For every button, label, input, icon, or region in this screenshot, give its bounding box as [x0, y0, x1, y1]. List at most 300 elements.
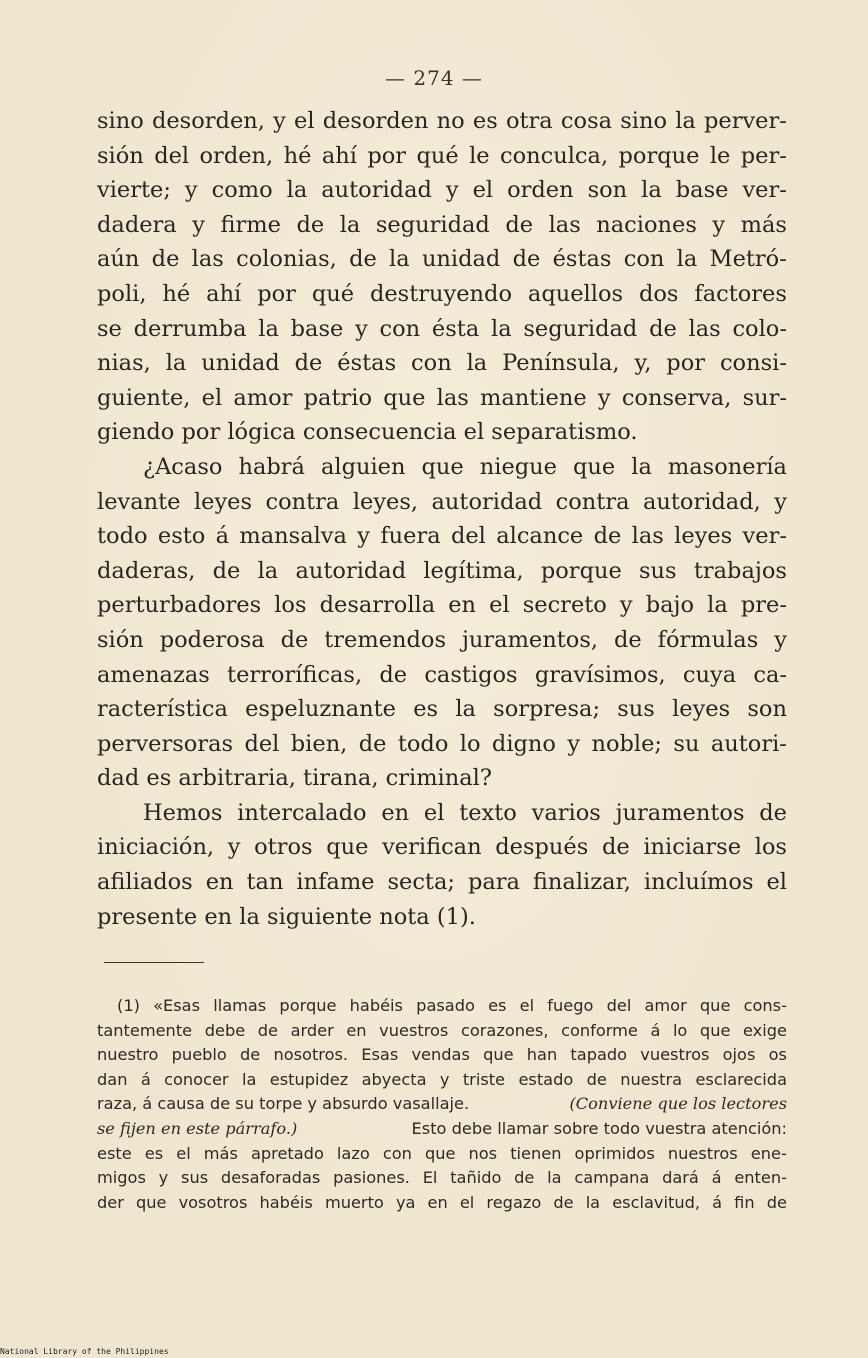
word: como — [211, 177, 273, 204]
word: secreto — [522, 592, 607, 619]
word: de — [512, 246, 541, 273]
word: de — [613, 626, 642, 653]
word: de — [553, 1192, 574, 1212]
word: la — [241, 1069, 257, 1089]
word: mantiene — [480, 384, 587, 411]
word: por — [666, 350, 706, 377]
word: llamas — [213, 996, 267, 1015]
word: aquellos — [527, 280, 624, 307]
word: dará — [662, 1168, 699, 1188]
word: niegue — [479, 453, 557, 480]
word: su — [673, 730, 700, 757]
word: más — [740, 211, 787, 238]
word: la — [339, 211, 361, 238]
word: castigos — [424, 661, 518, 688]
word: las — [548, 211, 581, 238]
word: racterística — [97, 696, 228, 723]
word: debe — [204, 1020, 246, 1040]
word: estupidez — [269, 1069, 349, 1089]
word: de — [759, 799, 787, 826]
word: vierte; — [97, 177, 171, 204]
word: pasado — [416, 996, 475, 1015]
word: la — [286, 177, 308, 204]
word: dan — [97, 1069, 128, 1089]
word: espeluznante — [245, 696, 396, 723]
word: en — [205, 869, 234, 896]
word: apretado — [250, 1143, 324, 1163]
word: de — [586, 1069, 607, 1089]
word: la — [257, 557, 279, 584]
footnote-line — [97, 1043, 787, 1068]
word: y — [619, 592, 633, 619]
word: y — [184, 177, 198, 204]
word: juramentos — [615, 799, 745, 826]
word: sus — [639, 557, 677, 584]
word: arder — [290, 1020, 334, 1040]
word: texto — [459, 799, 517, 826]
word: que — [421, 453, 464, 480]
word: autoridad — [321, 177, 432, 204]
word: de — [649, 315, 677, 342]
word: y — [355, 315, 368, 342]
word: que — [326, 834, 369, 861]
word: mansalva — [239, 523, 347, 550]
word: de — [601, 834, 630, 861]
word: á — [140, 1069, 151, 1089]
word: unidad — [201, 350, 280, 377]
word: esclavitud, — [612, 1192, 701, 1212]
word: ya — [395, 1192, 416, 1212]
word: fin — [734, 1192, 755, 1212]
word: ver- — [742, 177, 787, 204]
word: habrá — [238, 453, 305, 480]
word: vendas — [411, 1045, 470, 1065]
word: sus — [181, 1168, 209, 1188]
word: la — [389, 246, 410, 273]
word: leyes — [193, 488, 253, 515]
word: las — [436, 384, 469, 411]
footnote-text: raza, á causa de su torpe y absurdo vasallaje. — [97, 1094, 470, 1114]
word: porque — [618, 142, 700, 169]
word: ésta — [431, 315, 480, 342]
word: muerto — [324, 1192, 384, 1212]
word: es — [488, 996, 507, 1015]
word: la — [165, 350, 187, 377]
word: con — [411, 350, 452, 377]
word: base — [675, 177, 729, 204]
body-line — [97, 312, 787, 347]
word: la — [641, 177, 662, 204]
word: desorden — [322, 108, 429, 134]
footnote-line — [97, 1117, 787, 1142]
word: incluímos — [643, 869, 754, 896]
footnote-line — [97, 1092, 787, 1117]
word: que — [383, 384, 426, 411]
word: el — [294, 108, 315, 134]
body-line — [97, 381, 787, 416]
word: juramentos, — [461, 626, 599, 653]
word: del — [244, 730, 280, 757]
word: vosotros — [178, 1192, 248, 1212]
footnote-italic-note: se fijen en este párrafo.) — [97, 1118, 298, 1138]
word: seguridad — [375, 211, 490, 238]
footnote-line — [97, 994, 787, 1019]
word: sión — [97, 142, 144, 169]
word: hé — [283, 142, 312, 169]
word: y — [774, 626, 787, 653]
word: pasiones. — [333, 1168, 410, 1188]
word: lo — [459, 730, 481, 757]
word: per- — [740, 142, 787, 169]
word: amor — [233, 384, 293, 411]
word: la — [585, 1192, 601, 1212]
word: lazo — [336, 1143, 370, 1163]
word: se — [97, 315, 122, 342]
word: (1) — [117, 996, 140, 1015]
word: por — [257, 280, 296, 307]
word: Península, — [502, 350, 620, 377]
word: de — [514, 1168, 535, 1188]
word: tañido — [450, 1168, 502, 1188]
word: de — [212, 557, 241, 584]
word: á — [650, 1020, 661, 1040]
word: regazo — [486, 1192, 542, 1212]
word: con — [382, 1143, 412, 1163]
word: todo — [97, 523, 148, 550]
word: esclarecida — [695, 1069, 787, 1089]
word: desaforadas — [220, 1168, 321, 1188]
word: que — [483, 1045, 514, 1065]
word: porque — [279, 996, 337, 1015]
body-line — [97, 796, 787, 831]
word: ¿Acaso — [143, 453, 223, 480]
word: qué — [416, 142, 459, 169]
word: el — [519, 996, 535, 1015]
word: leyes, — [352, 488, 419, 515]
word: porque — [540, 557, 622, 584]
word: alcance — [496, 523, 584, 550]
body-line — [97, 242, 787, 277]
word: sorpresa; — [493, 696, 601, 723]
word: triste — [462, 1069, 506, 1089]
word: de — [349, 246, 377, 273]
word: y — [227, 834, 241, 861]
word: afiliados — [97, 869, 193, 896]
body-line — [97, 830, 787, 865]
word: derrumba — [133, 315, 247, 342]
body-line — [97, 623, 787, 658]
word: habéis — [259, 1192, 313, 1212]
word: las — [631, 523, 664, 550]
word: tan — [246, 869, 284, 896]
body-line — [97, 277, 787, 312]
body-line: dad es arbitraria, tirana, criminal? — [97, 765, 492, 792]
word: tremendos — [324, 626, 447, 653]
word: pre- — [740, 592, 787, 619]
word: daderas, — [97, 557, 196, 584]
word: terroríficas, — [227, 661, 363, 688]
word: El — [422, 1168, 438, 1188]
word: intercalado — [237, 799, 367, 826]
word: son — [747, 696, 787, 723]
word: que — [699, 1020, 731, 1040]
word: sino — [97, 108, 144, 134]
word: y — [597, 384, 611, 411]
word: los — [754, 834, 787, 861]
word: es — [144, 1143, 164, 1163]
word: la — [707, 592, 728, 619]
word: sur- — [742, 384, 787, 411]
body-line — [97, 104, 787, 139]
word: y — [357, 523, 370, 550]
footnote-text: Esto debe llamar sobre todo vuestra atención: — [411, 1118, 787, 1138]
word: el — [176, 1143, 191, 1163]
word: la — [466, 350, 488, 377]
word: que — [135, 1192, 167, 1212]
word: oprimidos — [574, 1143, 655, 1163]
word: y — [445, 177, 459, 204]
word: nosotros. — [273, 1045, 349, 1065]
word: poderosa — [159, 626, 265, 653]
word: autori- — [710, 730, 787, 757]
word: vuestros — [640, 1045, 710, 1065]
word: autoridad, — [642, 488, 761, 515]
word: más — [203, 1143, 238, 1163]
body-line — [97, 865, 787, 900]
word: guiente, — [97, 384, 191, 411]
word: de — [294, 350, 323, 377]
footnote-line — [97, 1191, 787, 1216]
word: de — [151, 246, 180, 273]
word: levante — [97, 488, 181, 515]
word: este — [97, 1143, 132, 1163]
word: y — [273, 108, 286, 134]
word: orden — [507, 177, 574, 204]
word: nos — [468, 1143, 498, 1163]
word: las — [191, 246, 224, 273]
word: Hemos — [143, 799, 223, 826]
word: son — [587, 177, 628, 204]
word: tienen — [510, 1143, 562, 1163]
body-line — [97, 173, 787, 208]
word: bajo — [645, 592, 695, 619]
word: otra — [505, 108, 553, 134]
word: naciones — [596, 211, 697, 238]
word: del — [450, 523, 486, 550]
word: alguien — [320, 453, 406, 480]
word: en — [381, 799, 410, 826]
word: desorden, — [151, 108, 265, 134]
word: conculca, — [500, 142, 609, 169]
word: que — [699, 996, 731, 1015]
word: éstas — [552, 246, 612, 273]
word: sus — [617, 696, 655, 723]
word: de — [257, 1020, 278, 1040]
word: y — [439, 1069, 450, 1089]
word: el — [423, 799, 445, 826]
word: poli, — [97, 280, 147, 307]
word: y — [192, 211, 205, 238]
word: habéis — [349, 996, 403, 1015]
word: otros — [254, 834, 313, 861]
footnote-line — [97, 1142, 787, 1167]
word: dadera — [97, 211, 177, 238]
word: patrio — [303, 384, 372, 411]
word: el — [489, 592, 510, 619]
word: qué — [311, 280, 355, 307]
word: han — [526, 1045, 558, 1065]
word: dos — [638, 280, 679, 307]
word: aún — [97, 246, 140, 273]
word: la — [675, 108, 696, 134]
word: vuestros — [379, 1020, 449, 1040]
word: nuestro — [97, 1045, 159, 1065]
footnote-italic-note: (Conviene que los lectores — [569, 1094, 787, 1114]
word: fuera — [380, 523, 441, 550]
body-line — [97, 139, 787, 174]
word: de — [505, 211, 534, 238]
word: después — [495, 834, 589, 861]
word: fuego — [547, 996, 594, 1015]
body-line: presente en la siguiente nota (1). — [97, 903, 476, 930]
word: os — [768, 1045, 787, 1065]
footnote-line — [97, 1068, 787, 1093]
word: perver- — [704, 108, 787, 134]
word: que — [573, 453, 616, 480]
word: y — [158, 1168, 169, 1188]
word: todo — [397, 730, 449, 757]
word: de — [766, 1192, 787, 1212]
word: consi- — [719, 350, 787, 377]
word: el — [472, 177, 494, 204]
word: en — [427, 1192, 448, 1212]
word: le — [709, 142, 731, 169]
word: conocer — [164, 1069, 229, 1089]
word: éstas — [337, 350, 397, 377]
footnote — [97, 994, 787, 1215]
word: le — [469, 142, 490, 169]
word: corazones, — [460, 1020, 549, 1040]
word: desarrolla — [319, 592, 436, 619]
word: conforme — [561, 1020, 638, 1040]
word: lo — [672, 1020, 688, 1040]
word: por — [367, 142, 407, 169]
word: pueblo — [171, 1045, 227, 1065]
word: trabajos — [693, 557, 787, 584]
word: de — [358, 730, 387, 757]
body-line — [97, 485, 787, 520]
body-line — [97, 346, 787, 381]
word: de — [280, 626, 309, 653]
word: abyecta — [361, 1069, 427, 1089]
footnote-line — [97, 1166, 787, 1191]
word: la — [547, 1168, 562, 1188]
word: la — [631, 453, 652, 480]
word: varios — [531, 799, 601, 826]
word: á — [711, 1168, 722, 1188]
body-line — [97, 519, 787, 554]
word: firme — [220, 211, 281, 238]
word: del — [606, 996, 632, 1015]
word: factores — [694, 280, 787, 307]
word: á — [712, 1192, 723, 1212]
word: con — [379, 315, 421, 342]
word: ahí — [321, 142, 357, 169]
library-credit: National Library of the Philippines — [0, 1347, 169, 1356]
word: ahí — [206, 280, 242, 307]
word: campana — [574, 1168, 650, 1188]
word: ver- — [742, 523, 787, 550]
body-line — [97, 658, 787, 693]
word: exige — [743, 1020, 787, 1040]
word: colo- — [732, 315, 787, 342]
body-line — [97, 554, 787, 589]
word: iniciarse — [643, 834, 742, 861]
body-line — [97, 692, 787, 727]
word: y — [567, 730, 581, 757]
word: ojos — [722, 1045, 756, 1065]
word: secta; — [387, 869, 455, 896]
word: la — [491, 315, 512, 342]
word: esto — [157, 523, 206, 550]
word: base — [290, 315, 344, 342]
word: amenazas — [97, 661, 210, 688]
word: destruyendo — [369, 280, 512, 307]
word: enten- — [734, 1168, 787, 1188]
word: los — [274, 592, 307, 619]
word: perturbadores — [97, 592, 262, 619]
word: digno — [491, 730, 556, 757]
footnote-divider — [104, 962, 204, 963]
word: ca- — [753, 661, 787, 688]
word: de — [240, 1045, 261, 1065]
word: del — [154, 142, 190, 169]
word: en — [448, 592, 477, 619]
word: finalizar, — [532, 869, 631, 896]
word: que — [424, 1143, 456, 1163]
word: es — [472, 108, 498, 134]
word: unidad — [421, 246, 501, 273]
body-line — [97, 208, 787, 243]
body-line: giendo por lógica consecuencia el separatismo. — [97, 419, 638, 446]
word: fórmulas — [657, 626, 759, 653]
word: para — [467, 869, 520, 896]
word: cons- — [743, 996, 787, 1015]
word: seguridad — [523, 315, 638, 342]
word: migos — [97, 1168, 146, 1188]
word: estado — [518, 1069, 574, 1089]
word: sino — [620, 108, 667, 134]
word: bien, — [290, 730, 348, 757]
word: ene- — [750, 1143, 787, 1163]
word: leyes — [674, 523, 733, 550]
word: perversoras — [97, 730, 234, 757]
word: y — [712, 211, 726, 238]
body-line — [97, 588, 787, 623]
word: orden, — [199, 142, 274, 169]
word: conserva, — [621, 384, 732, 411]
word: «Esas — [153, 996, 201, 1015]
word: de — [296, 211, 325, 238]
word: nuestros — [667, 1143, 738, 1163]
word: nuestra — [620, 1069, 683, 1089]
word: con — [623, 246, 665, 273]
word: la — [676, 246, 698, 273]
word: colonias, — [236, 246, 337, 273]
word: y — [774, 488, 787, 515]
word: el — [459, 1192, 475, 1212]
word: iniciación, — [97, 834, 215, 861]
